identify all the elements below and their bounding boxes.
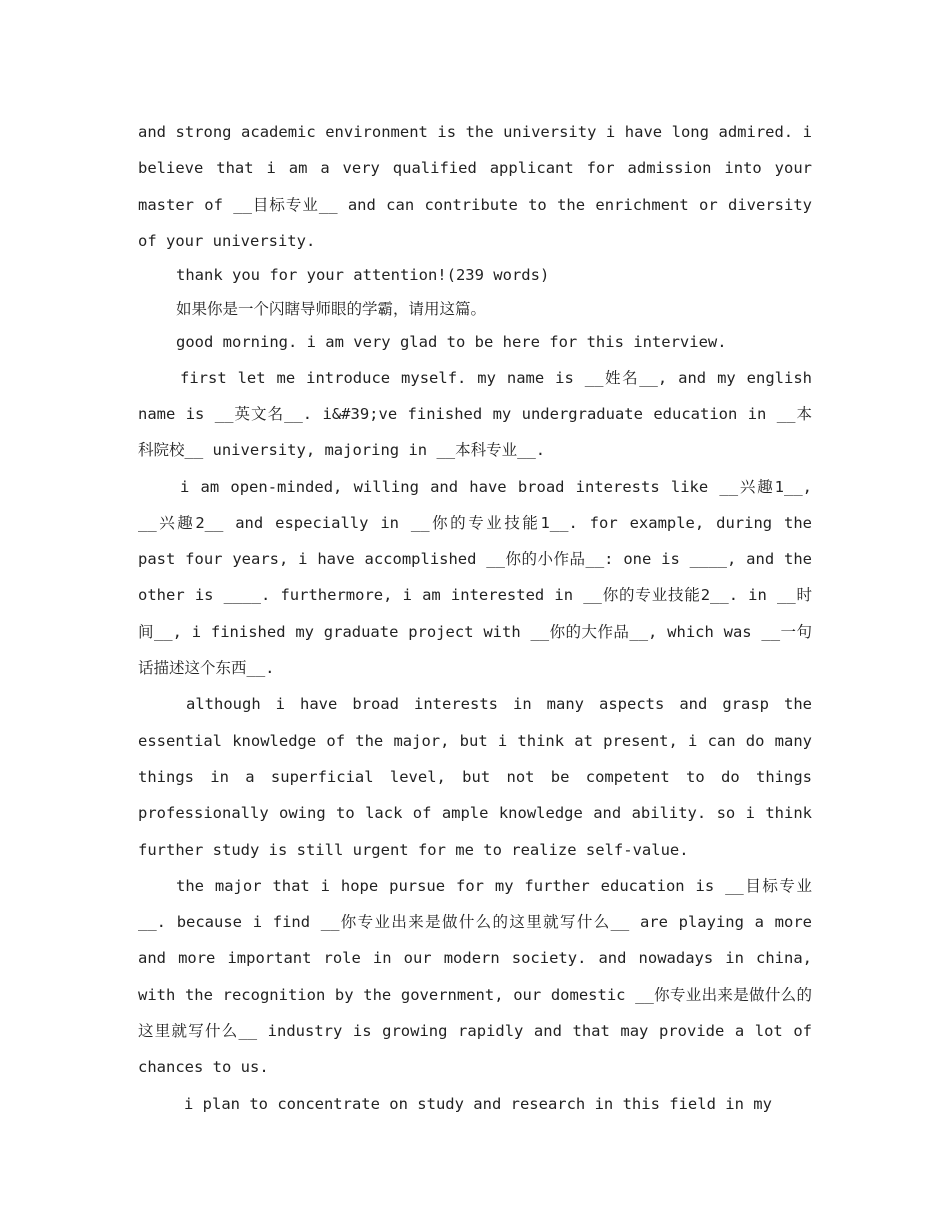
paragraph-word-count: thank you for your attention!(239 words) bbox=[176, 266, 550, 285]
paragraph-closing-statement: and strong academic environment is the university i have long admired. i believe that i am a very qualified applicant for admission into your master of __目标专业__ and can contribute to the enrichment or diversity of your university. bbox=[138, 123, 812, 250]
paragraph-target-major: the major that i hope pursue for my further education is __目标专业__. because i find __你专业出来是做什么的这里就写什么__ are playing a more and more important role in our modern society. and nowadays in china, with the recognition by the government, our domestic __你专业出来是做什么的这里就写什么__ industry is growing rapidly and that may provide a lot of chances to us. bbox=[138, 876, 812, 1077]
paragraph-chinese-note: 如果你是一个闪瞎导师眼的学霸，请用这篇。 bbox=[176, 299, 487, 318]
paragraph-further-study: although i have broad interests in many aspects and grasp the essential knowledge of the major, but i think at present, i can do many things in a superficial level, but not be competent to do things professionally owing to lack of ample knowledge and ability. so i think further study is still urgent for me to realize self-value. bbox=[138, 695, 812, 859]
paragraph-research-plan: i plan to concentrate on study and research in this field in my bbox=[184, 1094, 772, 1113]
paragraph-introduction: first let me introduce myself. my name is __姓名__, and my english name is __英文名__. i&#39;ve finished my undergraduate education in __本科院校__ university, majoring in __本科专业__. bbox=[138, 368, 812, 460]
paragraph-interests: i am open-minded, willing and have broad interests like __兴趣1__, __兴趣2__ and especially in __你的专业技能1__. for example, during the past four years, i have accomplished __你的小作品__: one is ____, and the other is ____. furthermore, i am interested in __你的专业技能2__. in __时间__, i finished my graduate project with __你的大作品__, which was __一句话描述这个东西__. bbox=[138, 477, 812, 678]
paragraph-greeting: good morning. i am very glad to be here for this interview. bbox=[176, 333, 727, 352]
document-body bbox=[138, 114, 812, 1122]
